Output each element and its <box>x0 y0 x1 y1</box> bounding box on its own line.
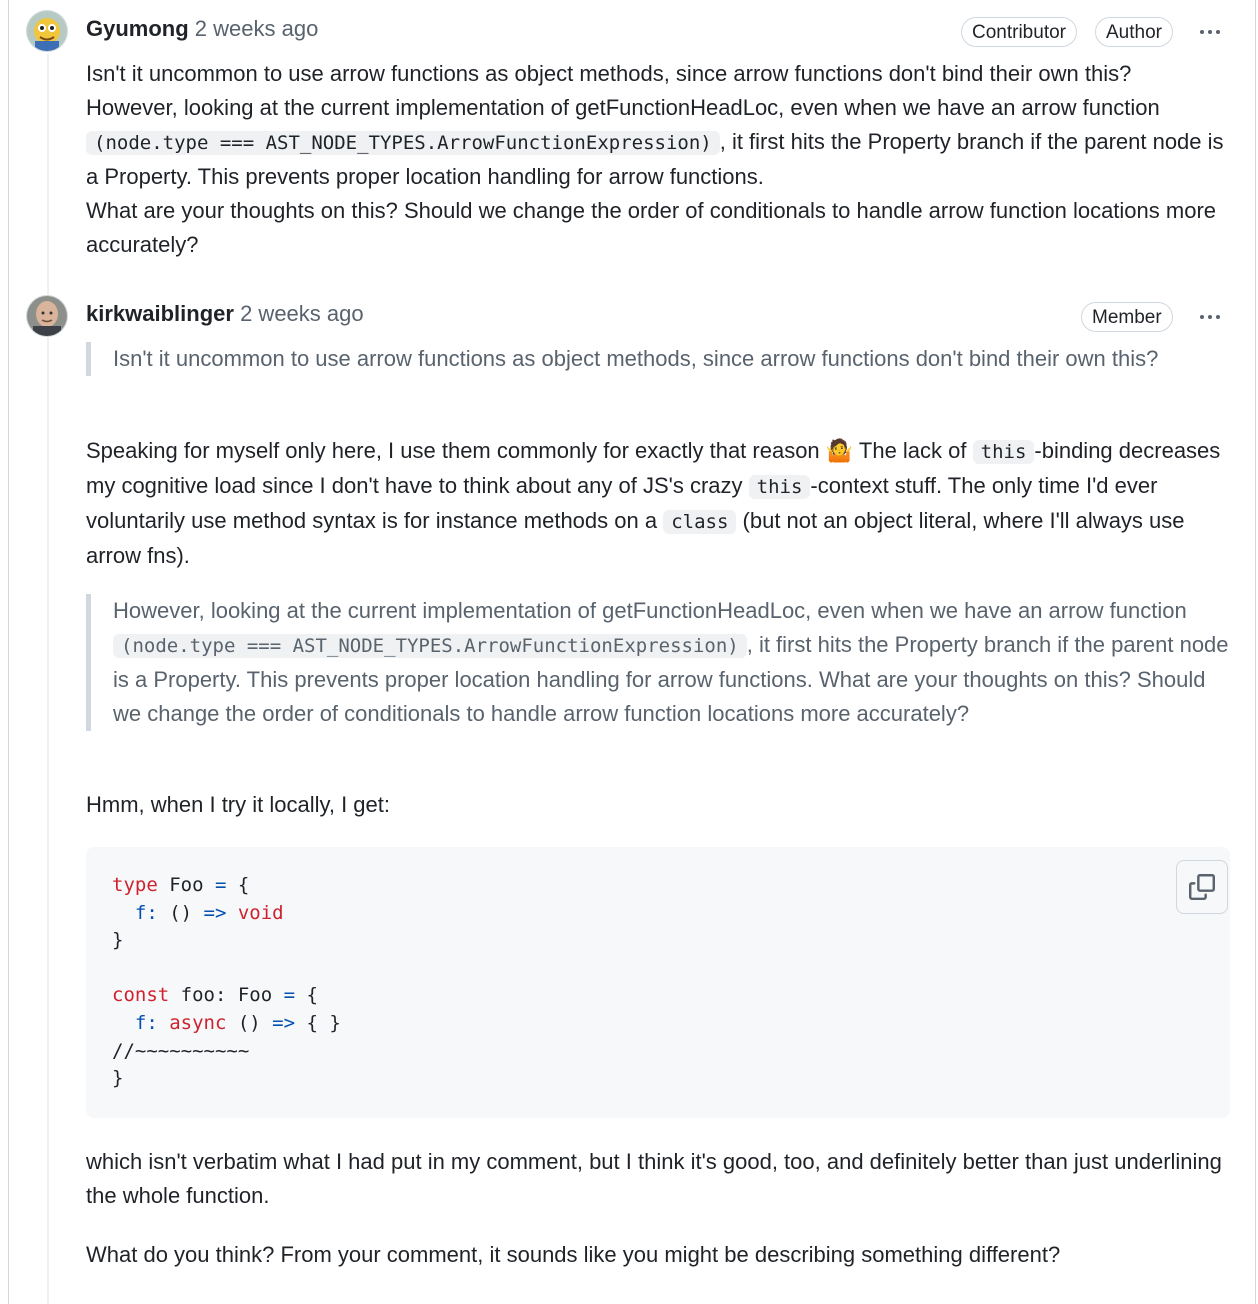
copy-icon <box>1189 874 1215 900</box>
author-badge: Author <box>1095 17 1173 47</box>
code-block <box>86 847 1230 1118</box>
timestamp[interactable]: 2 weeks ago <box>240 301 364 326</box>
inline-code: (node.type === AST_NODE_TYPES.ArrowFunctionExpression) <box>113 634 747 658</box>
inline-code-class: class <box>663 510 736 534</box>
code-text: } <box>112 1067 124 1090</box>
quote-text <box>113 594 1231 731</box>
frame-border-left <box>8 0 9 1304</box>
code-keyword: async <box>169 1011 227 1034</box>
text-p2a: Speaking for myself only here, I use them commonly for exactly that reason 🤷 The lack of <box>86 438 967 463</box>
comment-paragraph-3: Hmm, when I try it locally, I get: <box>86 792 391 817</box>
code-text: () <box>169 901 204 924</box>
comment-header <box>86 299 364 329</box>
comment-paragraph-2 <box>86 434 1231 573</box>
code-text: () <box>226 1011 273 1034</box>
code-text: { <box>295 984 318 1007</box>
author-name[interactable]: Gyumong <box>86 16 189 41</box>
code-text: foo: Foo <box>169 984 284 1007</box>
avatar-gyumong[interactable] <box>27 11 67 51</box>
more-options-icon[interactable] <box>1194 305 1226 329</box>
contributor-badge: Contributor <box>961 17 1077 47</box>
code-keyword: void <box>226 901 284 924</box>
timeline-line <box>47 54 49 1304</box>
code-operator: => <box>203 901 227 924</box>
code-text: } <box>112 929 124 952</box>
code-text: Foo <box>157 874 215 896</box>
text-p1c: , it first hits the Property branch if the parent node is a Property. This prevents proper location handling for arrow functions. <box>86 129 1224 189</box>
inline-code: (node.type === AST_NODE_TYPES.ArrowFunctionExpression) <box>86 131 720 155</box>
inline-code-this: this <box>749 475 811 499</box>
code-property: f: <box>112 901 170 924</box>
copy-button[interactable] <box>1176 860 1228 914</box>
timestamp[interactable]: 2 weeks ago <box>194 16 319 41</box>
comment-paragraph-4: which isn't verbatim what I had put in my comment, but I think it's good, too, and definitely better than just underlining the whole function. <box>86 1149 1222 1208</box>
code-text: { } <box>295 1011 341 1034</box>
quote-text-b: , it first hits the Property branch if the parent node is a Property. This prevents proper location handling for arrow functions. What are your thoughts on this? Should we change the order of conditionals to handle arrow function locations more accurately? <box>113 632 1229 726</box>
code-operator: => <box>272 1011 296 1034</box>
blockquote-1 <box>86 342 1231 376</box>
code-keyword: const <box>112 984 170 1007</box>
blockquote-2 <box>86 594 1231 731</box>
more-options-icon[interactable] <box>1194 20 1226 44</box>
text-p2d: (but not an object literal, where I'll always use arrow fns). <box>86 508 1185 568</box>
text-p2b: -binding decreases my cognitive load since I don't have to think about any of JS's crazy <box>86 438 1221 498</box>
author-name[interactable]: kirkwaiblinger <box>86 301 234 326</box>
comment-body-1 <box>86 57 1231 262</box>
code-property: f: <box>112 1011 170 1034</box>
quote-text-a: However, looking at the current implementation of getFunctionHeadLoc, even when we have an arrow function <box>113 598 1187 623</box>
code-operator: = <box>283 984 296 1007</box>
avatar-kirkwaiblinger[interactable] <box>27 296 67 336</box>
comment-paragraph-5: What do you think? From your comment, it sounds like you might be describing something different? <box>86 1242 1061 1267</box>
member-badge: Member <box>1081 302 1173 332</box>
code-content <box>112 872 341 1093</box>
text-p1a: Isn't it uncommon to use arrow functions as object methods, since arrow functions don't bind their own this? <box>86 61 1132 86</box>
text-p2c: -context stuff. The only time I'd ever voluntarily use method syntax is for instance methods on a <box>86 473 1158 533</box>
comment-header <box>86 14 318 44</box>
code-keyword: type <box>112 874 158 896</box>
code-operator: = <box>214 874 227 896</box>
code-comment: //~~~~~~~~~~ <box>112 1039 250 1062</box>
text-p1b: However, looking at the current implementation of getFunctionHeadLoc, even when we have an arrow function <box>86 95 1160 120</box>
code-text: { <box>226 874 250 896</box>
text-p1d: What are your thoughts on this? Should we change the order of conditionals to handle arrow function locations more accurately? <box>86 198 1217 257</box>
inline-code-this: this <box>973 440 1035 464</box>
frame-border-right <box>1255 0 1256 1304</box>
quote-text: Isn't it uncommon to use arrow functions as object methods, since arrow functions don't bind their own this? <box>113 346 1159 371</box>
